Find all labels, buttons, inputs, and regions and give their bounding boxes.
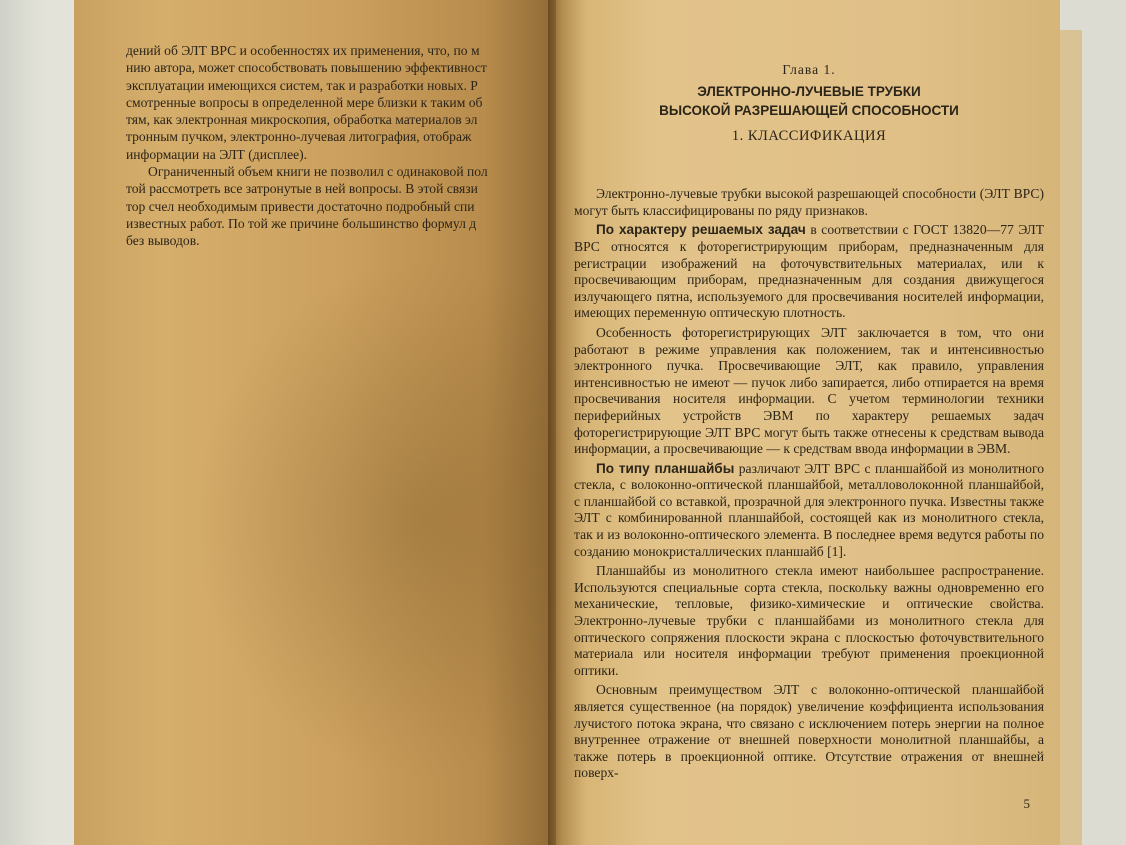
right-page-text [574, 62, 1044, 785]
text-line: Ограниченный объем книги не позволил с одинаковой пол [148, 164, 488, 180]
left-page-text [126, 42, 546, 250]
right-page [556, 0, 1060, 845]
page-number: 5 [1023, 796, 1030, 811]
underlying-page-edge [1058, 30, 1082, 845]
section-title: 1. КЛАССИФИКАЦИЯ [731, 127, 887, 144]
chapter-title-line-2: ВЫСОКОЙ РАЗРЕШАЮЩЕЙ СПОСОБНОСТИ [659, 102, 959, 118]
paragraph-4 [574, 461, 1044, 561]
text-line: известных работ. По той же причине большинство формул д [126, 215, 477, 231]
paragraph-4-lead: По типу планшайбы [596, 460, 735, 476]
chapter-title-line-1: ЭЛЕКТРОННО-ЛУЧЕВЫЕ ТРУБКИ [697, 83, 921, 99]
paragraph-2-body: в соответствии с ГОСТ 13820—77 ЭЛТ ВРС относятся к фоторегистрирующим приборам, предназначенным для регистрации изображений на фоточувствительных материалах, или к просвечивающим приборам, предназначенным для создания движущегося излучающего пятна, используемого для просвечивания носителей информации, имеющих переменную оптическую плотность. [574, 222, 1044, 321]
paragraph-5: Планшайбы из монолитного стекла имеют наибольшее распространение. Используются специальные сорта стекла, поскольку важны одновременно его механические, тепловые, физико-химические и оптические свойства. Электронно-лучевые трубки с планшайбами из монолитного стекла для оптического сопряжения плоскости экрана с плоскостью фоточувствительного материала или носителя информации требуют применения проекционной оптики. [574, 563, 1044, 678]
text-line: дений об ЭЛТ ВРС и особенностях их применения, что, по м [126, 43, 480, 58]
text-line: тор счел необходимым привести достаточно подробный спи [126, 198, 475, 214]
paragraph-6: Основным преимуществом ЭЛТ с волоконно-оптической планшайбой является существенное (на порядок) увеличение коэффициента использования лучистого потока экрана, что связано с исключением потерь энергии на полное внутреннее отражение от внешней поверхности монолитной планшайбы, а также потерь в проекционной оптике. Отсутствие отражения от внешней поверх- [574, 682, 1044, 781]
text-line: нию автора, может способствовать повышению эффективност [126, 60, 487, 76]
text-line: тронным пучком, электронно-лучевая литография, отображ [126, 129, 472, 145]
paragraph-3: Особенность фоторегистрирующих ЭЛТ заключается в том, что они работают в режиме управления как положением, так и интенсивностью электронного пучка. Просвечивающие ЭЛТ, как правило, управления интенсивностью не имеют — пучок либо запирается, либо отпирается на время просвечивания носителя информации. С учетом терминологии техники периферийных устройств ЭВМ по характеру решаемых задач фоторегистрирующие ЭЛТ ВРС могут быть также отнесены к средствам вывода информации, а просвечивающие — к средствам ввода информации в ЭВМ. [574, 324, 1044, 457]
text-line: той рассмотреть все затронутые в ней вопросы. В этой связи [126, 181, 478, 197]
text-line: информации на ЭЛТ (дисплее). [126, 146, 308, 162]
left-page [74, 0, 556, 845]
paragraph-2 [574, 222, 1044, 322]
paragraph-1: Электронно-лучевые трубки высокой разрешающей способности (ЭЛТ ВРС) могут быть классифицированы по ряду признаков. [574, 186, 1044, 218]
paragraph-4-body: различают ЭЛТ ВРС с планшайбой из монолитного стекла, с волоконно-оптической планшайбой, металловолоконной планшайбой, с планшайбой со вставкой, прозрачной для электронного пучка. Известны также ЭЛТ с комбинированной планшайбой, состоящей как из монолитного стекла, так и из волоконно-оптического элемента. В последнее время ведутся работы по созданию монокристаллических планшайб [1]. [574, 460, 1044, 559]
text-line: эксплуатации имеющихся систем, так и разработки новых. Р [126, 77, 478, 93]
text-line: тям, как электронная микроскопия, обработка материалов эл [126, 112, 478, 128]
text-line: без выводов. [126, 233, 200, 249]
paragraph-2-lead: По характеру решаемых задач [596, 222, 806, 238]
book-gutter-shadow [548, 0, 562, 845]
text-line: смотренные вопросы в определенной мере близки к таким об [126, 94, 483, 110]
chapter-label: Глава 1. [782, 62, 836, 77]
